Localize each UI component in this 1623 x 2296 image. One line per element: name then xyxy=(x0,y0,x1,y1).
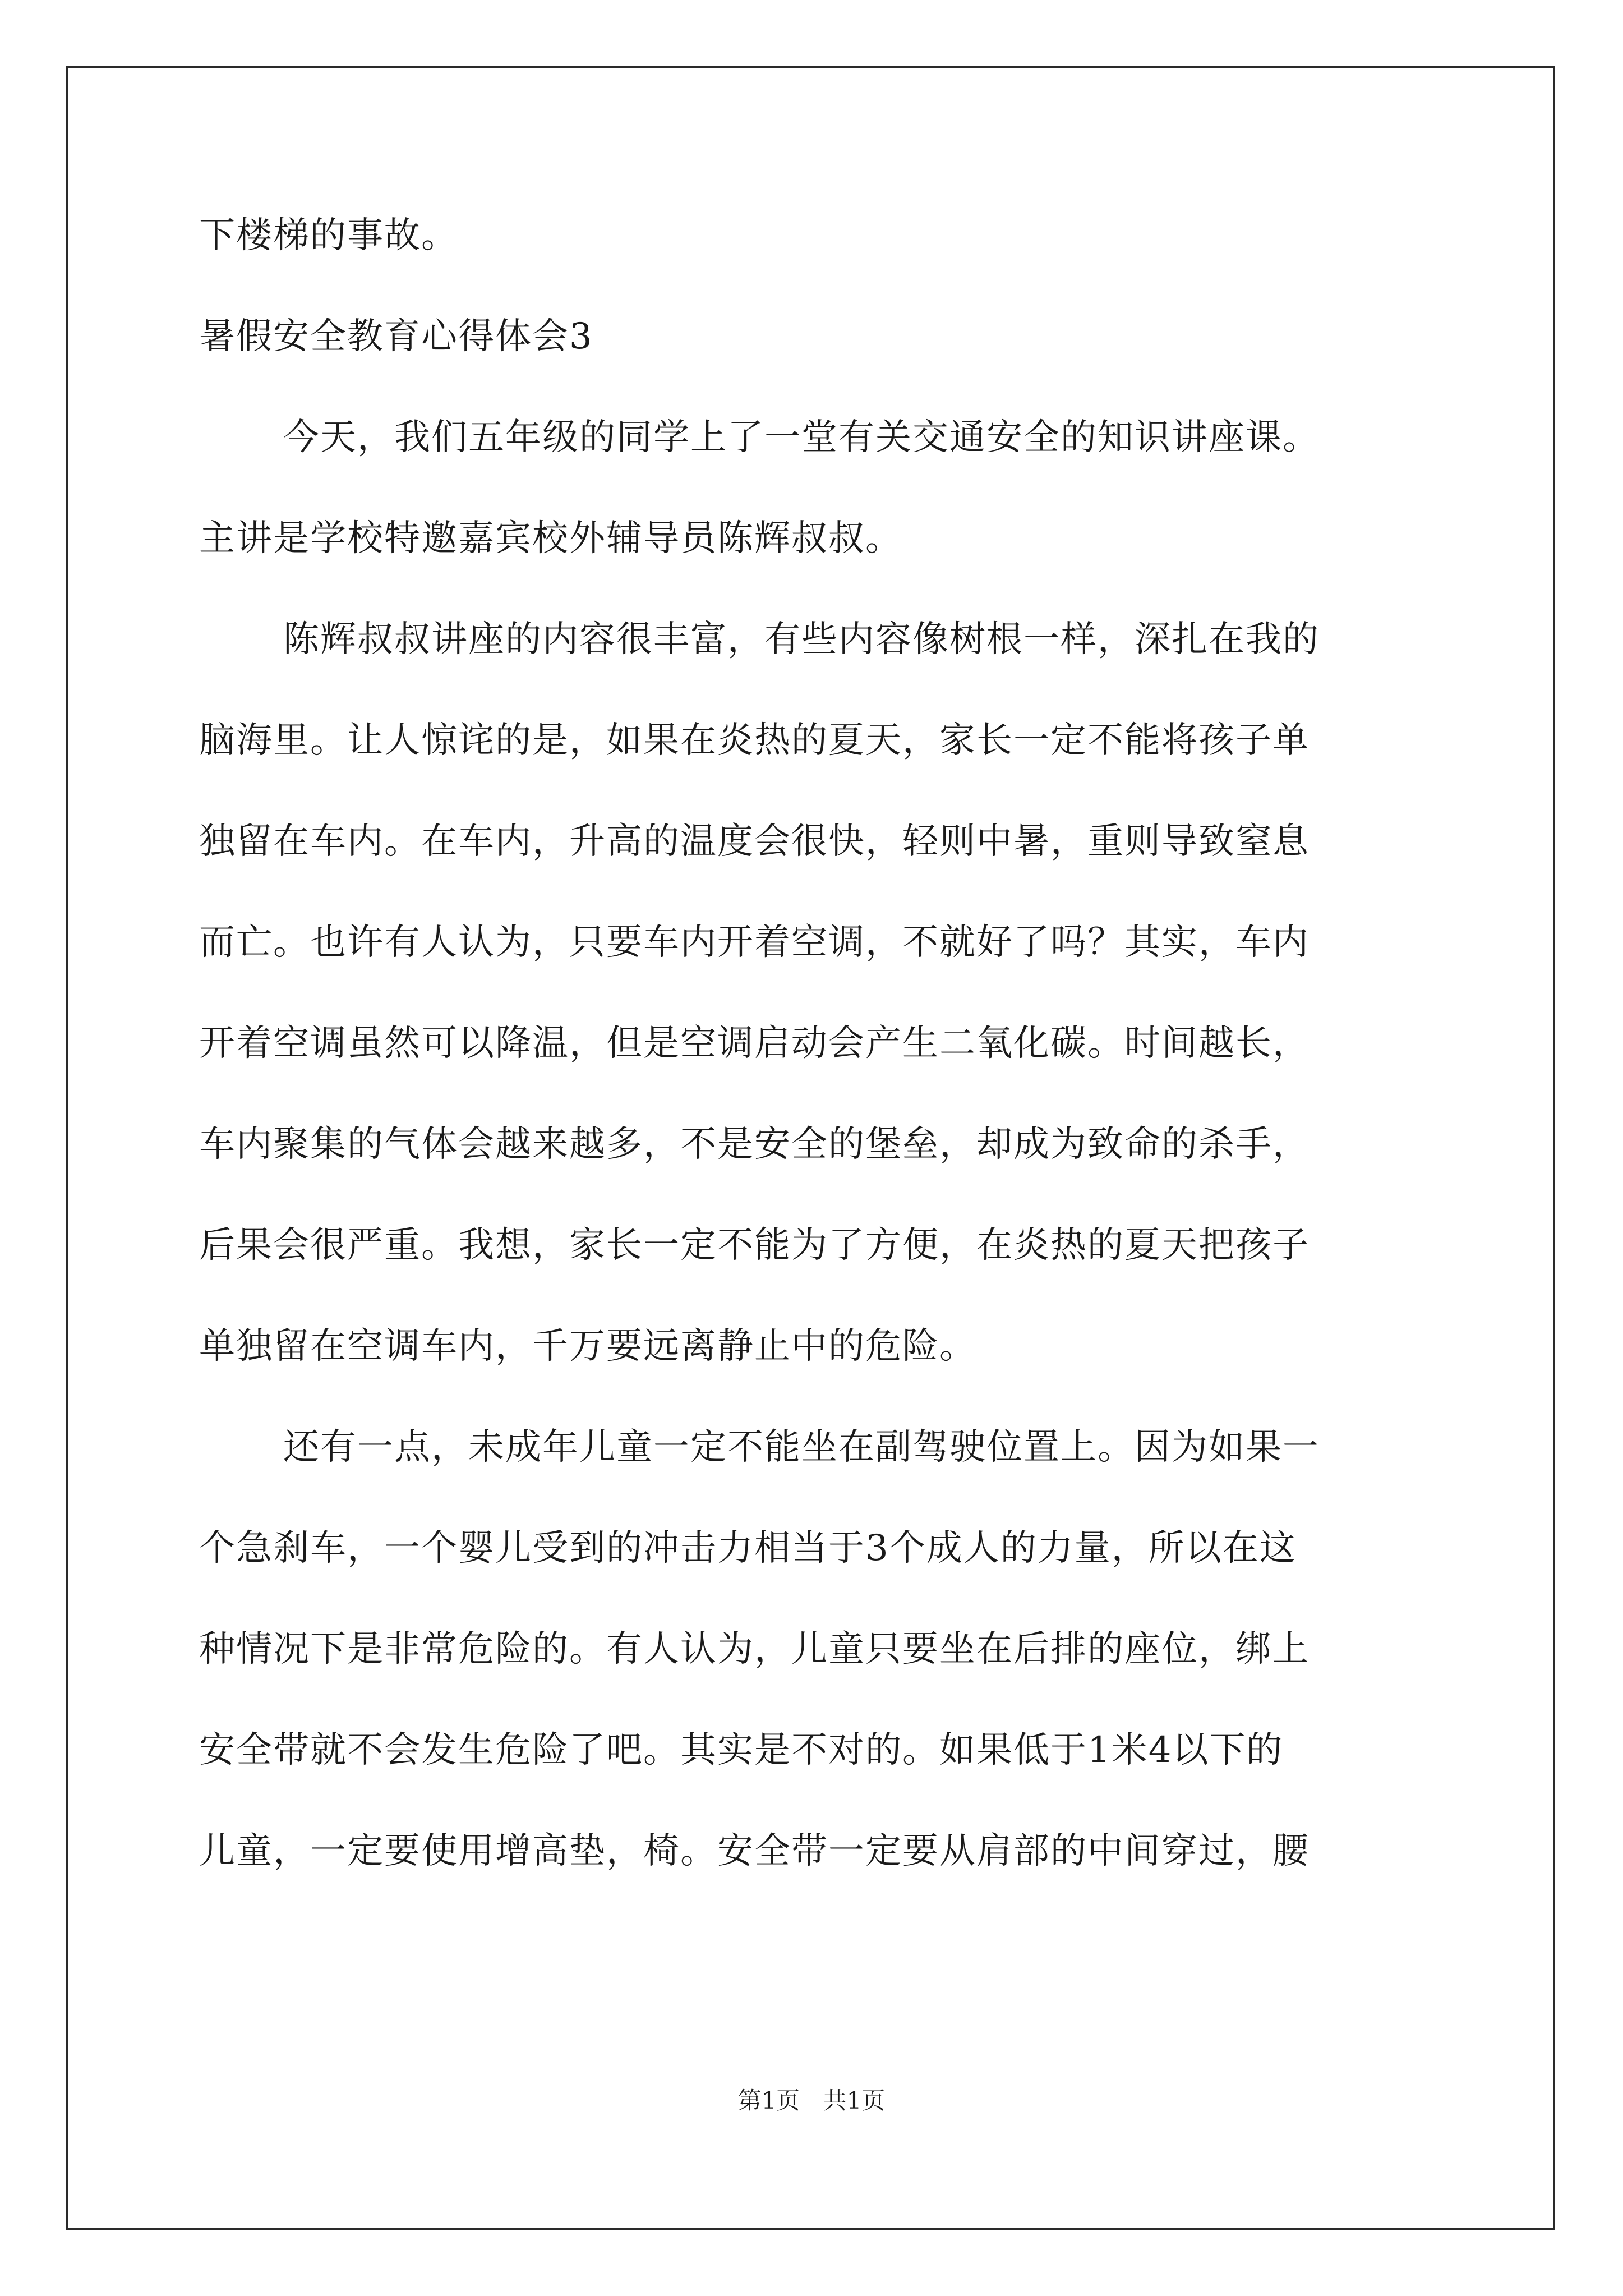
page-footer xyxy=(0,2087,1623,2115)
text-line: 陈辉叔叔讲座的内容很丰富，有些内容像树根一样，深扎在我的 xyxy=(283,619,1320,660)
text-line: 还有一点，未成年儿童一定不能坐在副驾驶位置上。因为如果一 xyxy=(283,1427,1320,1468)
text-line: 安全带就不会发生危险了吧。其实是不对的。如果低于1米4以下的 xyxy=(199,1729,1284,1771)
text-line: 种情况下是非常危险的。有人认为，儿童只要坐在后排的座位，绑上 xyxy=(199,1628,1310,1670)
text-line: 脑海里。让人惊诧的是，如果在炎热的夏天，家长一定不能将孩子单 xyxy=(199,720,1310,761)
text-line: 下楼梯的事故。 xyxy=(199,215,458,256)
text-line: 主讲是学校特邀嘉宾校外辅导员陈辉叔叔。 xyxy=(199,518,902,559)
text-line: 个急刹车，一个婴儿受到的冲击力相当于3个成人的力量，所以在这 xyxy=(199,1527,1297,1569)
page-number: 第1页 xyxy=(737,2087,800,2114)
text-line: 而亡。也许有人认为，只要车内开着空调，不就好了吗？其实，车内 xyxy=(199,922,1310,963)
text-line: 独留在车内。在车内，升高的温度会很快，轻则中暑，重则导致窒息 xyxy=(199,821,1310,862)
text-line: 后果会很严重。我想，家长一定不能为了方便，在炎热的夏天把孩子 xyxy=(199,1225,1310,1266)
text-line: 儿童，一定要使用增高垫，椅。安全带一定要从肩部的中间穿过，腰 xyxy=(199,1830,1310,1872)
section-heading: 暑假安全教育心得体会3 xyxy=(199,316,593,357)
text-line: 开着空调虽然可以降温，但是空调启动会产生二氧化碳。时间越长， xyxy=(199,1023,1310,1064)
text-line: 车内聚集的气体会越来越多，不是安全的堡垒，却成为致命的杀手， xyxy=(199,1124,1310,1165)
text-line: 今天，我们五年级的同学上了一堂有关交通安全的知识讲座课。 xyxy=(283,417,1320,458)
page-total: 共1页 xyxy=(823,2087,886,2114)
text-line: 单独留在空调车内，千万要远离静止中的危险。 xyxy=(199,1326,976,1367)
